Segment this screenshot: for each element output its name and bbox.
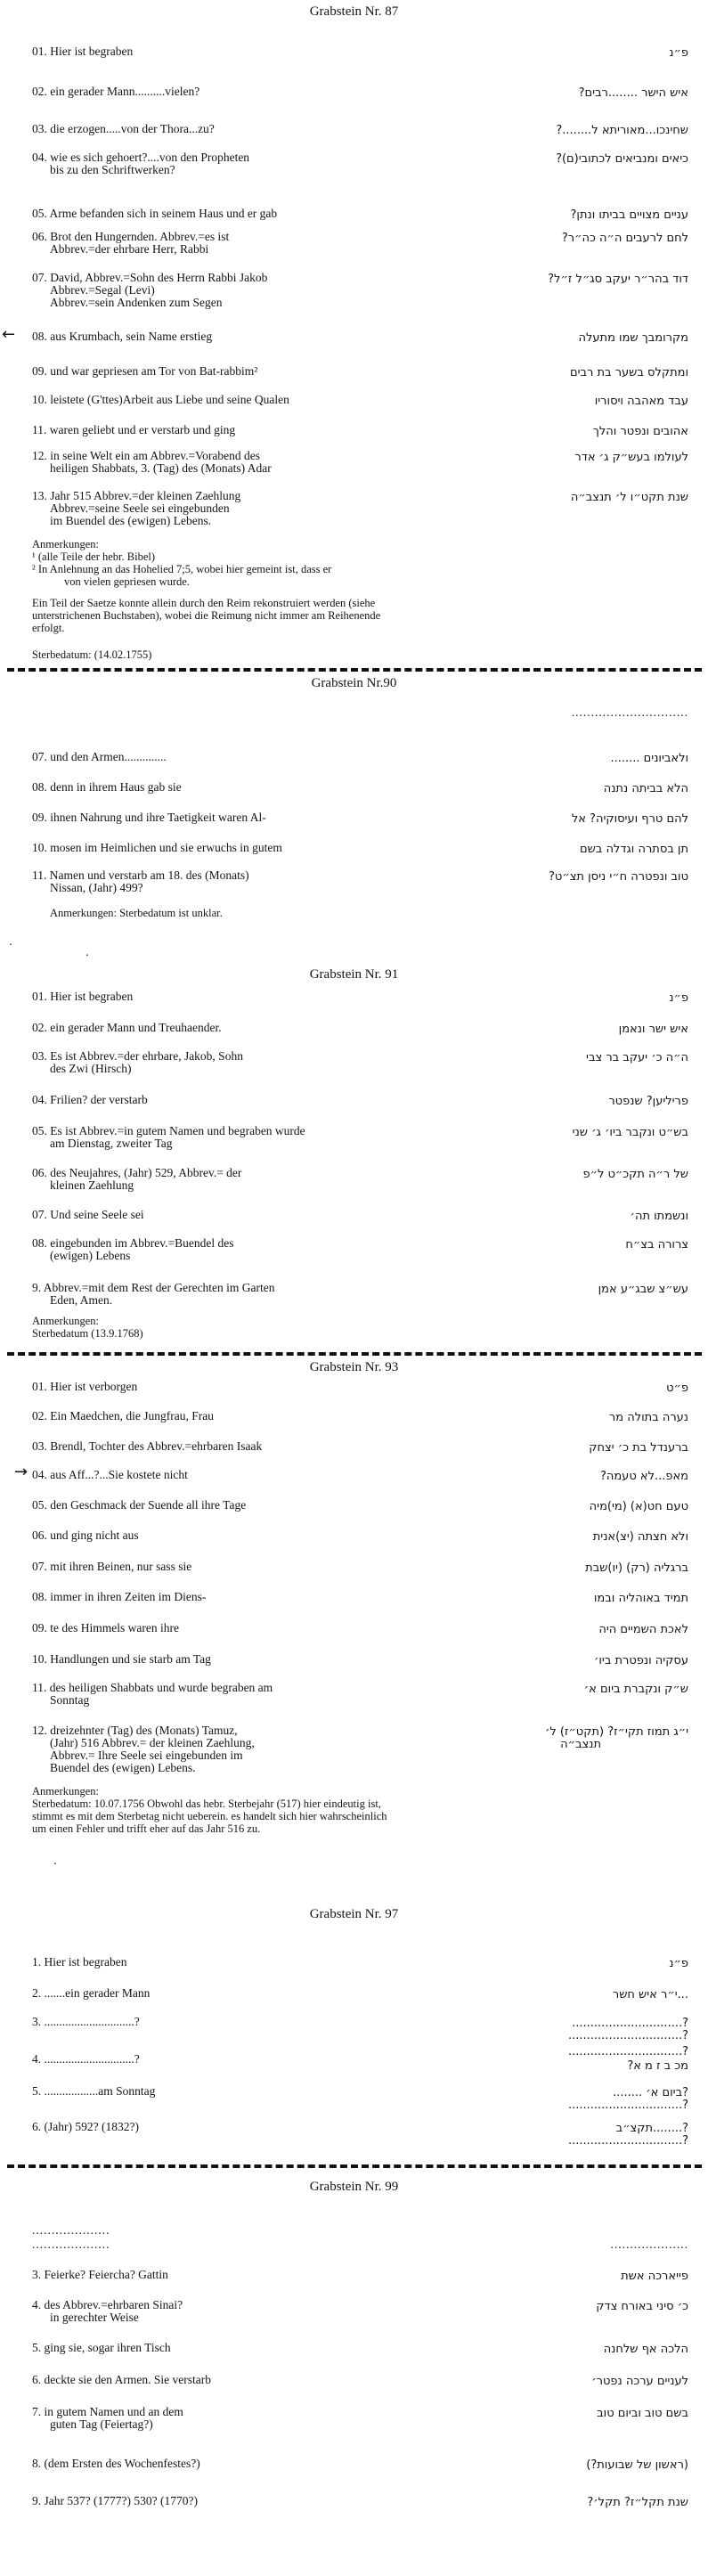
death-date: Sterbedatum (13.9.1768)	[32, 1327, 143, 1340]
line-de: 7. in gutem Namen und an dem	[32, 2405, 183, 2418]
line-de-cont: im Buendel des (ewigen) Lebens.	[50, 514, 212, 527]
line-he: פ״נ	[669, 991, 688, 1005]
line-he: פ״נ	[669, 1957, 688, 1970]
section-title-91: Grabstein Nr. 91	[309, 967, 399, 982]
line-he: שנת תקל״ז? תקל׳?	[587, 2496, 688, 2509]
footnote: von vielen gepriesen wurde.	[64, 575, 190, 588]
line-he-dots: ?...............................	[567, 2099, 688, 2112]
line-he: י״ג תמוז תקי״ז? (תקט״ז) ל׳	[544, 1725, 688, 1739]
line-de: 09. und war gepriesen am Tor von Bat-rabbim²	[32, 364, 258, 378]
line-de: 3. ..............................?	[32, 2015, 140, 2028]
line-he-dots: ?...............................	[567, 2045, 688, 2058]
line-de: 4. des Abbrev.=ehrbaren Sinai?	[32, 2298, 183, 2311]
line-he: הלכה אף שלחנה	[603, 2343, 688, 2356]
line-de: 03. die erzogen.....von der Thora...zu?	[32, 122, 215, 135]
line-he-dots: ?...............................	[567, 2029, 688, 2042]
line-he: ולאביונים ........	[610, 752, 688, 765]
paragraph: erfolgt.	[32, 622, 65, 634]
note-line: um einen Fehler und trifft eher auf das Jahr 516 zu.	[32, 1822, 261, 1835]
line-he: איש הישר ........רבים?	[578, 86, 688, 100]
line-de: 10. Handlungen und sie starb am Tag	[32, 1652, 211, 1666]
line-de: 07. Und seine Seele sei	[32, 1208, 144, 1221]
line-he: ...י״ר איש חשר	[612, 1988, 688, 2001]
illegible-dots: ....................	[32, 2223, 110, 2237]
line-he: תמיד באוהליה ובמו	[593, 1592, 688, 1605]
line-he: פ״נ	[669, 46, 688, 60]
margin-dot: .	[85, 946, 89, 958]
line-he: שחינכו...מאוריתא ל........?	[556, 124, 688, 137]
left-arrow-icon: ←	[2, 325, 16, 344]
line-he: דוד בהר״ר יעקב סג״ל ז״ל?	[548, 273, 688, 286]
line-de: 02. ein gerader Mann..........vielen?	[32, 85, 200, 98]
line-de: 08. immer in ihren Zeiten im Diens-	[32, 1590, 207, 1603]
line-de: 05. den Geschmack der Suende all ihre Tage	[32, 1498, 247, 1512]
line-he: לאכת השמיים היה	[598, 1623, 688, 1636]
line-he: מקרומבך שמו מתעלה	[578, 331, 688, 345]
line-de: 8. (dem Ersten des Wochenfestes?)	[32, 2457, 200, 2470]
illegible-dots: ....................	[32, 2238, 110, 2251]
line-de-cont: Nissan, (Jahr) 499?	[50, 881, 143, 894]
line-he: ?ביום א׳ ........	[613, 2086, 688, 2099]
line-he: להם טרף ועיסוקיה? אל	[571, 812, 688, 826]
note-line: Sterbedatum: 10.07.1756 Obwohl das hebr. Sterbejahr (517) hier eindeutig ist,	[32, 1797, 381, 1810]
line-he: מכ ב ז מ א?	[627, 2059, 688, 2073]
line-he: עניים מצויים בביתו ונתן?	[570, 208, 688, 222]
line-de: 03. Es ist Abbrev.=der ehrbare, Jakob, Sohn	[32, 1049, 243, 1063]
line-de-cont: heiligen Shabbats, 3. (Tag) des (Monats) Adar	[50, 461, 272, 475]
line-de: 9. Abbrev.=mit dem Rest der Gerechten im Garten	[32, 1281, 275, 1294]
illegible-dots: ..............................	[571, 705, 688, 719]
line-de: 07. und den Armen..............	[32, 750, 167, 763]
line-he: ?........תקצ״ב	[615, 2122, 688, 2135]
line-de: 3. Feierke? Feiercha? Gattin	[32, 2268, 168, 2281]
section-title-97: Grabstein Nr. 97	[309, 1907, 399, 1921]
notes-heading: Anmerkungen:	[32, 1785, 99, 1797]
line-de-cont: (ewigen) Lebens	[50, 1249, 131, 1262]
line-he: ה״ה כ׳ יעקב בר צבי	[586, 1051, 688, 1064]
line-de: 6. deckte sie den Armen. Sie verstarb	[32, 2373, 211, 2386]
line-he: בשם טוב וביום טוב	[597, 2407, 688, 2420]
line-de: 05. Arme befanden sich in seinem Haus und er gab	[32, 207, 278, 220]
line-de: 01. Hier ist begraben	[32, 45, 134, 58]
line-de-cont: Abbrev.=seine Seele sei eingebunden	[50, 501, 230, 515]
note-line: stimmt es mit dem Sterbetag nicht ueberein. es handelt sich hier wahrscheinlich	[32, 1810, 387, 1822]
line-de-cont: Abbrev.= Ihre Seele sei eingebunden im	[50, 1749, 243, 1762]
line-he: כ׳ סיני באורח צדק	[596, 2300, 688, 2313]
line-de: 08. denn in ihrem Haus gab sie	[32, 780, 182, 794]
line-de-cont: Eden, Amen.	[50, 1293, 113, 1307]
margin-dot: .	[9, 935, 12, 948]
line-de: 06. Brot den Hungernden. Abbrev.=es ist	[32, 230, 230, 243]
line-de: 06. und ging nicht aus	[32, 1528, 139, 1542]
line-de: 09. te des Himmels waren ihre	[32, 1621, 179, 1634]
line-de: 6. (Jahr) 592? (1832?)	[32, 2120, 139, 2133]
section-title-99: Grabstein Nr. 99	[309, 2180, 399, 2194]
line-he: טוב ונפטרה ח״י ניסן תצ״ט?	[549, 870, 688, 884]
line-de-cont: guten Tag (Feiertag?)	[50, 2417, 153, 2431]
section-divider	[7, 668, 702, 672]
line-de: 12. in seine Welt ein am Abbrev.=Vorabend des	[32, 449, 260, 462]
line-he: צרורה בצ״ח	[625, 1238, 688, 1251]
line-de: 5. ..................am Sonntag	[32, 2084, 156, 2098]
illegible-dots: ....................	[610, 2238, 688, 2251]
line-he: מאפ...לא טעמה?	[599, 1470, 688, 1483]
line-he: עסקיה ונפטרת ביו׳	[593, 1654, 688, 1667]
line-de-cont: Abbrev.=Segal (Levi)	[50, 283, 155, 297]
line-he: ?..............................	[572, 2017, 688, 2030]
line-he: בש״ט ונקבר ביו׳ ג׳ שני	[572, 1126, 688, 1139]
line-de: 11. des heiligen Shabbats und wurde begraben am	[32, 1681, 273, 1694]
line-de: 10. leistete (G'ttes)Arbeit aus Liebe und seine Qualen	[32, 393, 289, 406]
line-de-cont: des Zwi (Hirsch)	[50, 1062, 132, 1075]
line-de-cont: in gerechter Weise	[50, 2311, 139, 2324]
line-de: 04. aus Aff...?...Sie kostete nicht	[32, 1468, 188, 1481]
line-de-cont: Buendel des (ewigen) Lebens.	[50, 1761, 196, 1774]
line-de: 07. David, Abbrev.=Sohn des Herrn Rabbi Jakob	[32, 271, 268, 284]
footnote: ² In Anlehnung an das Hohelied 7;5, wobei hier gemeint ist, dass er	[32, 563, 332, 575]
line-de: 02. ein gerader Mann und Treuhaender.	[32, 1021, 222, 1034]
line-he: אהובים ונפטר והלך	[592, 425, 688, 438]
line-de: 5. ging sie, sogar ihren Tisch	[32, 2341, 171, 2354]
line-he: תן בסתרה וגדלה בשם	[579, 843, 688, 856]
line-de-cont: Sonntag	[50, 1693, 90, 1707]
line-de: 11. Namen und verstarb am 18. des (Monats)	[32, 868, 249, 882]
line-de: 07. mit ihren Beinen, nur sass sie	[32, 1560, 192, 1573]
line-he: עש״צ שבג״ע אמן	[598, 1283, 688, 1296]
footnote: ¹ (alle Teile der hebr. Bibel)	[32, 550, 156, 563]
line-de: 02. Ein Maedchen, die Jungfrau, Frau	[32, 1409, 214, 1423]
section-title-93: Grabstein Nr. 93	[309, 1360, 399, 1374]
line-he: נערה בתולה מר	[608, 1411, 688, 1424]
line-de: 1. Hier ist begraben	[32, 1955, 127, 1969]
line-de: 08. aus Krumbach, sein Name erstieg	[32, 330, 213, 343]
line-he: של ר״ה תקכ״ט ל״פ	[582, 1168, 688, 1181]
line-de: 09. ihnen Nahrung und ihre Taetigkeit waren Al-	[32, 811, 266, 824]
line-he: טעם חט(א) (מי)מיה	[589, 1500, 688, 1513]
notes: Anmerkungen: Sterbedatum ist unklar.	[50, 907, 223, 919]
line-de-cont: bis zu den Schriftwerken?	[50, 163, 175, 176]
line-de: 11. waren geliebt und er verstarb und ging	[32, 423, 236, 436]
margin-dot: .	[53, 1855, 57, 1867]
section-title-90: Grabstein Nr.90	[311, 676, 397, 690]
line-he: (ראשון של שבועות?)	[586, 2458, 688, 2472]
line-he: כיאים ומנביאים לכתובי(ם)?	[556, 152, 688, 166]
notes-heading: Anmerkungen:	[32, 538, 99, 550]
line-de: 04. Frilien? der verstarb	[32, 1093, 148, 1106]
line-de: 08. eingebunden im Abbrev.=Buendel des	[32, 1236, 234, 1250]
line-de: 06. des Neujahres, (Jahr) 529, Abbrev.= der	[32, 1166, 242, 1179]
paragraph: Ein Teil der Saetze konnte allein durch den Reim rekonstruiert werden (siehe	[32, 597, 376, 609]
death-date: Sterbedatum: (14.02.1755)	[32, 648, 152, 661]
line-de-cont: (Jahr) 516 Abbrev.= der kleinen Zaehlung,	[50, 1736, 255, 1749]
line-he: איש ישר ונאמן	[618, 1023, 688, 1036]
line-de-cont: Abbrev.=der ehrbare Herr, Rabbi	[50, 242, 209, 256]
line-he: לעולמו בעש״ק ג׳ אדר	[574, 451, 688, 464]
line-de: 4. ..............................?	[32, 2052, 140, 2066]
line-he: לחם לרעבים ה״ה כה״ר?	[561, 232, 688, 245]
line-he-dots: ?...............................	[567, 2134, 688, 2148]
notes-heading: Anmerkungen:	[32, 1315, 99, 1327]
right-arrow-icon: →	[14, 1463, 28, 1481]
line-he: עבד מאהבה ויסוריו	[594, 395, 688, 408]
line-he: ש״ק ונקברת ביום א׳	[583, 1683, 688, 1696]
section-title-87: Grabstein Nr. 87	[309, 4, 399, 19]
line-de: 01. Hier ist verborgen	[32, 1380, 138, 1393]
paragraph: unterstrichenen Buchstaben), wobei die Reimung nicht immer am Reihenende	[32, 609, 381, 622]
line-de-cont: am Dienstag, zweiter Tag	[50, 1137, 173, 1150]
line-de-cont: kleinen Zaehlung	[50, 1178, 134, 1192]
line-he: פריליען? שנפטר	[608, 1095, 688, 1108]
line-he: פייארכה אשת	[621, 2270, 688, 2283]
line-de: 12. dreizehnter (Tag) des (Monats) Tamuz,	[32, 1724, 238, 1737]
section-divider	[7, 1352, 702, 1356]
line-he: ולא חצתה (יצ)אנית	[592, 1530, 688, 1544]
line-he: שנת תקט״ו ל׳ תנצב״ה	[570, 491, 688, 504]
section-divider	[7, 2164, 702, 2168]
line-he: ונשמתו תה׳	[630, 1210, 688, 1223]
line-he-cont: תנצב״ה	[560, 1738, 601, 1751]
line-de: 13. Jahr 515 Abbrev.=der kleinen Zaehlung	[32, 489, 241, 502]
line-he: הלא בביתה נתנה	[603, 782, 688, 795]
line-he: ברענדל בת כ׳ יצחק	[589, 1441, 688, 1455]
line-he: לעניים ערכה נפטר׳	[591, 2375, 688, 2388]
line-de: 10. mosen im Heimlichen und sie erwuchs in gutem	[32, 841, 282, 854]
line-he: פ״ט	[666, 1382, 688, 1395]
line-de-cont: Abbrev.=sein Andenken zum Segen	[50, 296, 223, 309]
line-de: 05. Es ist Abbrev.=in gutem Namen und begraben wurde	[32, 1124, 305, 1137]
line-de: 04. wie es sich gehoert?....von den Propheten	[32, 151, 250, 164]
line-de: 03. Brendl, Tochter des Abbrev.=ehrbaren Isaak	[32, 1439, 263, 1453]
line-he: ברגליה (רק) (יו)שבת	[585, 1561, 688, 1575]
line-he: ומתקלס בשער בת רבים	[569, 366, 688, 379]
line-de: 2. .......ein gerader Mann	[32, 1986, 151, 2000]
line-de: 9. Jahr 537? (1777?) 530? (1770?)	[32, 2494, 198, 2507]
line-de: 01. Hier ist begraben	[32, 990, 134, 1003]
